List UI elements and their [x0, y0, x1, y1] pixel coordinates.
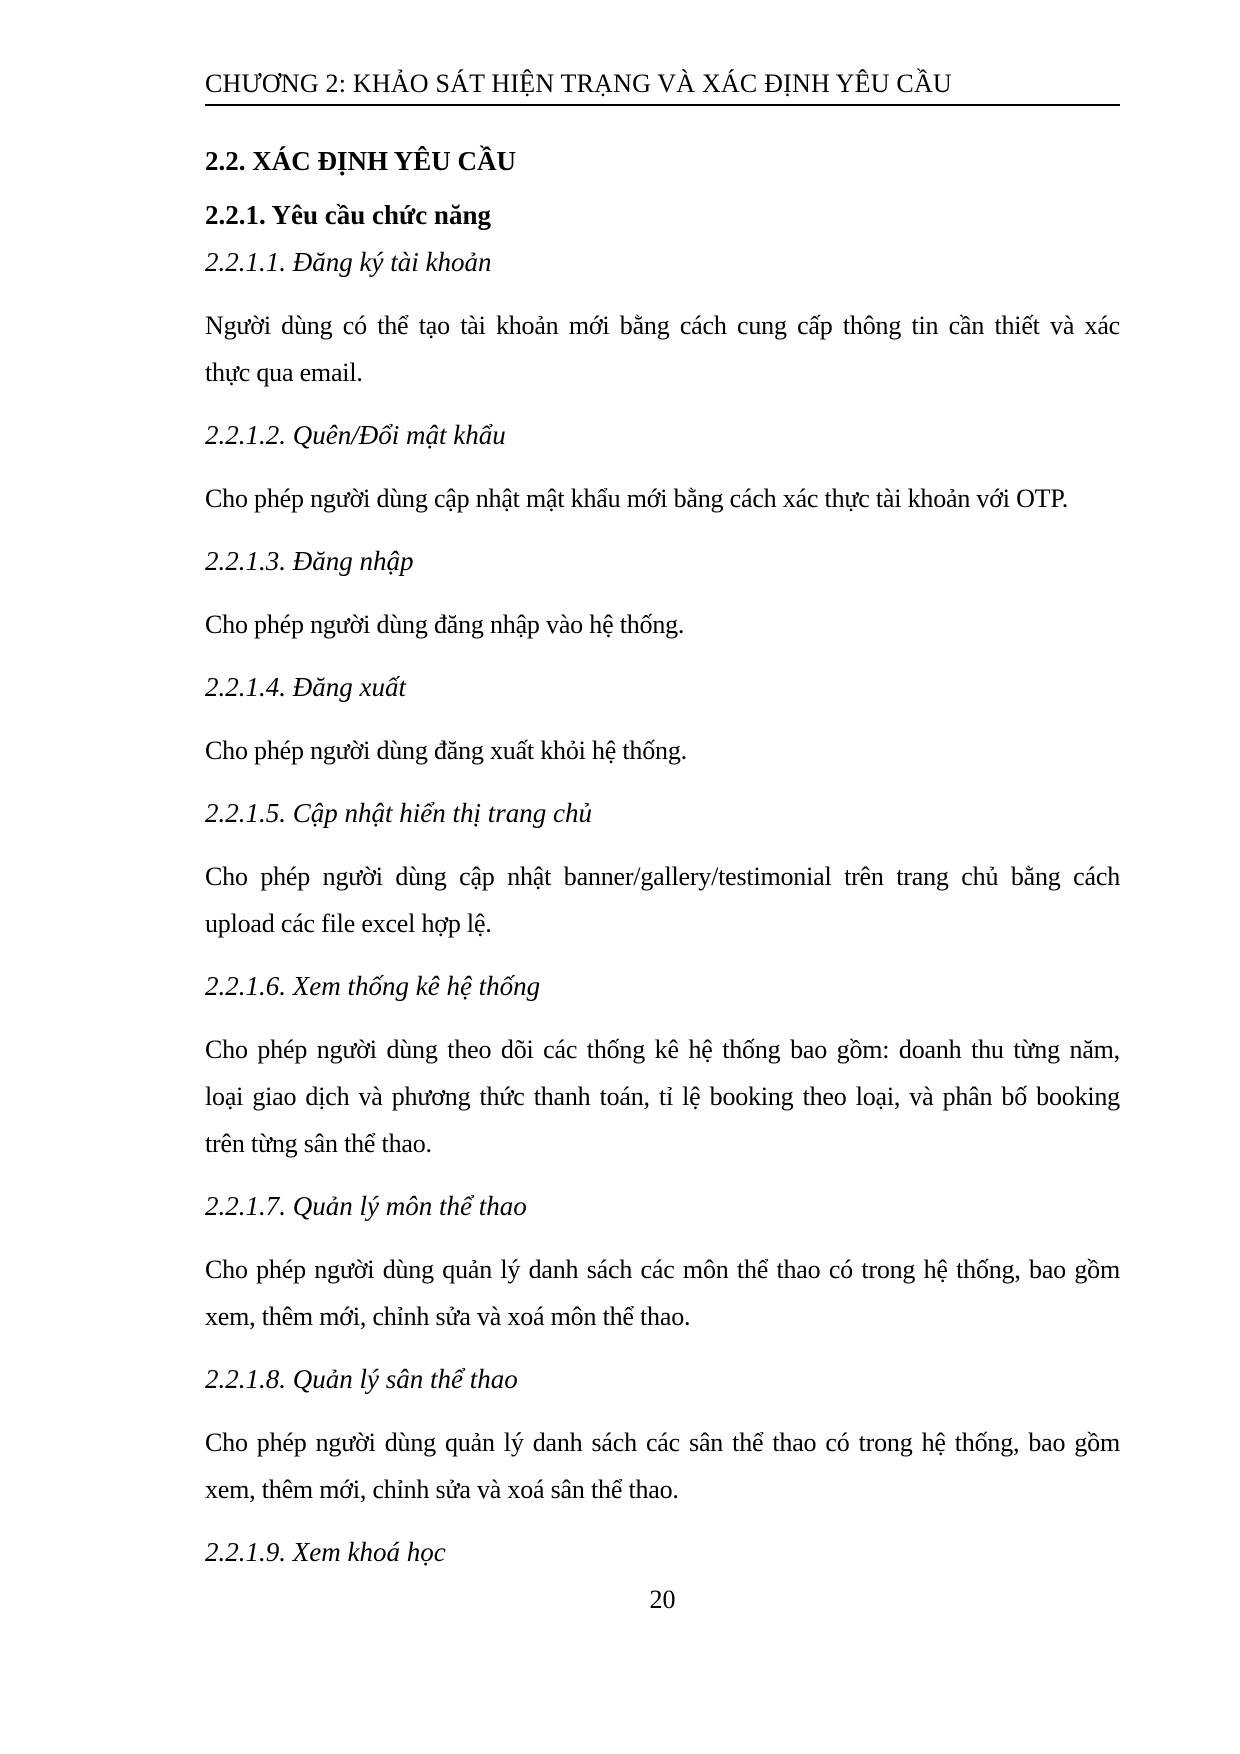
section-title: 2.2. XÁC ĐỊNH YÊU CẦU: [205, 146, 517, 176]
page-content: [205, 0, 1120, 1623]
paragraph-line: xem, thêm mới, chỉnh sửa và xoá môn thể thao.: [205, 1302, 691, 1331]
item-heading-2214: 2.2.1.4. Đăng xuất: [205, 672, 406, 702]
item-heading-2213: 2.2.1.3. Đăng nhập: [205, 546, 414, 576]
page-number: 20: [649, 1585, 676, 1614]
paragraph-line: thực qua email.: [205, 358, 363, 387]
paragraph-line: Cho phép người dùng đăng nhập vào hệ thống.: [205, 610, 685, 639]
paragraph-2215: [205, 853, 1120, 947]
item-heading-2215: 2.2.1.5. Cập nhật hiển thị trang chủ: [205, 798, 592, 828]
paragraph-line: Cho phép người dùng quản lý danh sách các môn thể thao có trong hệ thống, bao gồm: [205, 1255, 1120, 1284]
subsection-title: 2.2.1. Yêu cầu chức năng: [205, 200, 491, 230]
item-heading-2211: 2.2.1.1. Đăng ký tài khoản: [205, 247, 492, 277]
paragraph-2212: [205, 475, 1120, 522]
paragraph-2218: [205, 1419, 1120, 1513]
item-heading-2219: 2.2.1.9. Xem khoá học: [205, 1537, 446, 1567]
paragraph-line: Người dùng có thể tạo tài khoản mới bằng cách cung cấp thông tin cần thiết và xác: [205, 311, 1120, 340]
paragraph-line: Cho phép người dùng cập nhật mật khẩu mới bằng cách xác thực tài khoản với OTP.: [205, 484, 1069, 513]
chapter-header: CHƯƠNG 2: KHẢO SÁT HIỆN TRẠNG VÀ XÁC ĐỊNH YÊU CẦU: [205, 64, 1120, 106]
paragraph-line: trên từng sân thể thao.: [205, 1129, 432, 1158]
item-heading-2216: 2.2.1.6. Xem thống kê hệ thống: [205, 971, 541, 1001]
paragraph-line: xem, thêm mới, chỉnh sửa và xoá sân thể thao.: [205, 1475, 679, 1504]
paragraph-line: upload các file excel hợp lệ.: [205, 909, 492, 938]
item-heading-2218: 2.2.1.8. Quản lý sân thể thao: [205, 1364, 518, 1394]
paragraph-2214: [205, 727, 1120, 774]
paragraph-2211: [205, 302, 1120, 396]
paragraph-line: Cho phép người dùng đăng xuất khỏi hệ thống.: [205, 736, 687, 765]
item-heading-2212: 2.2.1.2. Quên/Đổi mật khẩu: [205, 420, 506, 450]
paragraph-line: Cho phép người dùng quản lý danh sách các sân thể thao có trong hệ thống, bao gồm: [205, 1428, 1120, 1457]
paragraph-line: Cho phép người dùng theo dõi các thống kê hệ thống bao gồm: doanh thu từng năm,: [205, 1035, 1120, 1064]
paragraph-line: Cho phép người dùng cập nhật banner/gallery/testimonial trên trang chủ bằng cách: [205, 862, 1120, 891]
paragraph-2217: [205, 1246, 1120, 1340]
paragraph-line: loại giao dịch và phương thức thanh toán, tỉ lệ booking theo loại, và phân bố booking: [205, 1082, 1120, 1111]
paragraph-2213: [205, 601, 1120, 648]
item-heading-2217: 2.2.1.7. Quản lý môn thể thao: [205, 1191, 527, 1221]
paragraph-2216: [205, 1026, 1120, 1167]
